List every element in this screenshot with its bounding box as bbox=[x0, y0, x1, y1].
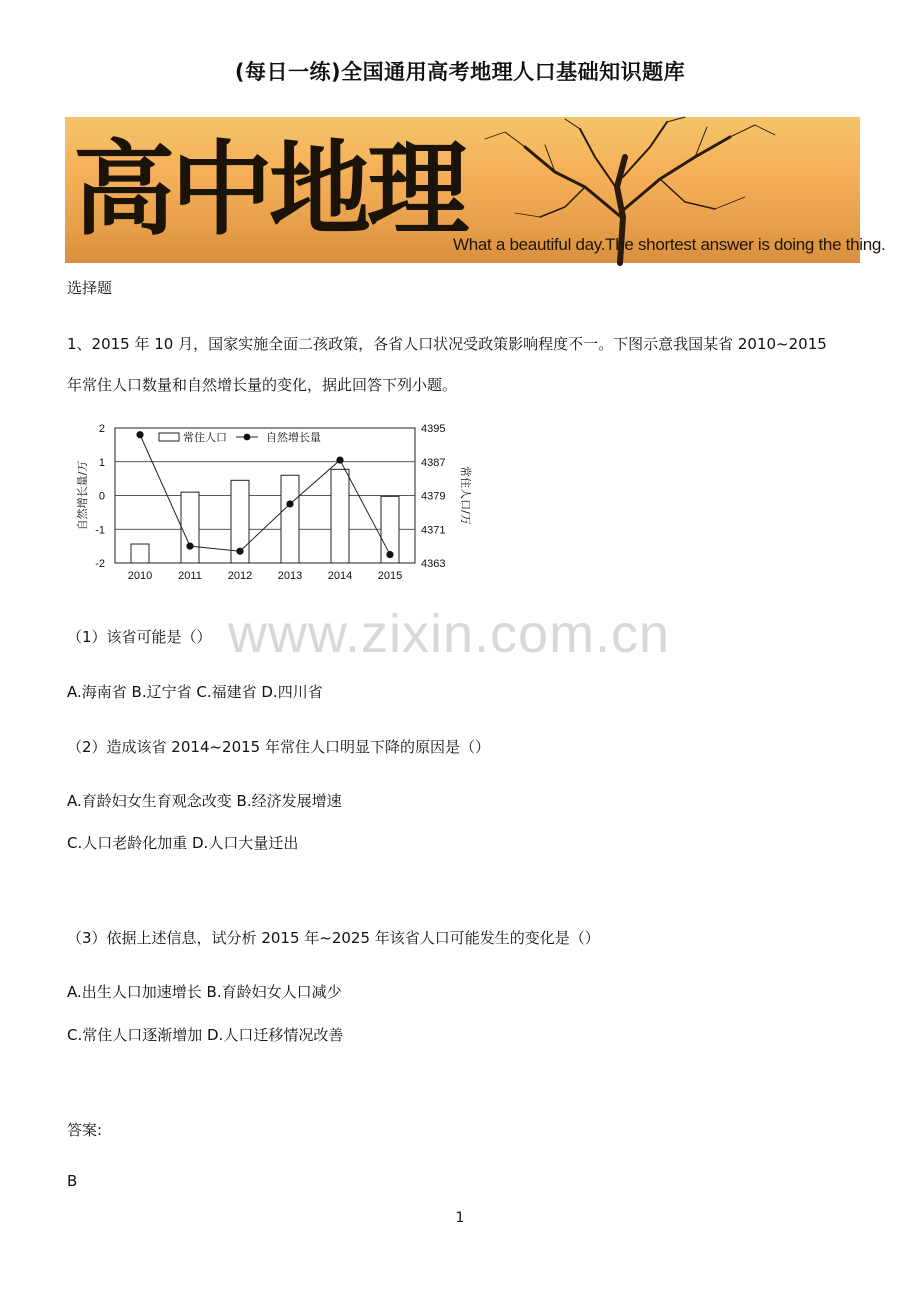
right-tick-label: 4379 bbox=[421, 490, 446, 503]
point-2012 bbox=[236, 548, 243, 555]
x-tick-label: 2015 bbox=[377, 570, 403, 582]
bar-2013 bbox=[281, 475, 299, 563]
x-tick-label: 2012 bbox=[227, 570, 253, 582]
point-2015 bbox=[386, 551, 393, 558]
left-tick-label: 0 bbox=[98, 490, 105, 503]
legend-swatch-point bbox=[244, 434, 251, 441]
right-tick-label: 4395 bbox=[421, 423, 446, 435]
answer-value: B bbox=[67, 1172, 78, 1190]
sub-question-3: （3）依据上述信息，试分析 2015 年~2025 年该省人口可能发生的变化是（） bbox=[67, 929, 600, 947]
x-tick-label: 2014 bbox=[327, 570, 353, 582]
bar-2014 bbox=[331, 469, 349, 563]
section-heading: 选择题 bbox=[67, 279, 113, 297]
left-tick-label: -1 bbox=[95, 524, 105, 537]
sub-question-2: （2）造成该省 2014~2015 年常住人口明显下降的原因是（） bbox=[67, 738, 490, 756]
point-2011 bbox=[186, 543, 193, 550]
legend-label-bar: 常住人口 bbox=[183, 431, 227, 444]
right-tick-label: 4387 bbox=[421, 456, 446, 469]
left-tick-label: -2 bbox=[95, 558, 105, 570]
legend-label-line: 自然增长量 bbox=[266, 431, 321, 444]
answer-label: 答案: bbox=[67, 1121, 103, 1139]
x-tick-label: 2013 bbox=[277, 570, 303, 582]
banner-image bbox=[65, 117, 886, 263]
y-axis-left-title: 自然增长量/万 bbox=[76, 460, 89, 531]
point-2013 bbox=[286, 500, 293, 507]
left-tick-label: 1 bbox=[98, 456, 105, 469]
y-axis-right-title: 常住人口/万 bbox=[459, 466, 472, 525]
x-tick-label: 2011 bbox=[178, 570, 202, 582]
question-intro-line2: 年常住人口数量和自然增长量的变化，据此回答下列小题。 bbox=[67, 376, 458, 394]
sub-question-2-options-line2: C.人口老龄化加重 D.人口大量迁出 bbox=[67, 834, 299, 852]
population-chart bbox=[70, 415, 470, 590]
sub-question-1: （1）该省可能是（） bbox=[67, 628, 212, 646]
legend-swatch-bar bbox=[159, 433, 179, 441]
right-tick-label: 4371 bbox=[421, 524, 446, 537]
banner-caption: What a beautiful day.The shortest answer is doing the thing. bbox=[453, 235, 886, 254]
question-intro-line1: 1、2015 年 10 月，国家实施全面二孩政策，各省人口状况受政策影响程度不一。下图示意我国某省 2010~2015 bbox=[67, 335, 827, 353]
page-title: (每日一练)全国通用高考地理人口基础知识题库 bbox=[234, 60, 686, 84]
point-2010 bbox=[136, 431, 143, 438]
bar-2010 bbox=[131, 544, 149, 563]
right-tick-label: 4363 bbox=[421, 558, 446, 570]
x-tick-label: 2010 bbox=[127, 570, 153, 582]
banner-title: 高中地理 bbox=[73, 130, 465, 250]
bar-2011 bbox=[181, 492, 199, 563]
sub-question-2-options-line1: A.育龄妇女生育观念改变 B.经济发展增速 bbox=[67, 792, 342, 810]
page-number: 1 bbox=[455, 1210, 465, 1226]
series-line-natural-increase bbox=[140, 435, 390, 555]
sub-question-1-options: A.海南省 B.辽宁省 C.福建省 D.四川省 bbox=[67, 683, 323, 701]
watermark: www.zixin.com.cn bbox=[228, 604, 671, 664]
left-tick-label: 2 bbox=[98, 423, 105, 435]
sub-question-3-options-line2: C.常住人口逐渐增加 D.人口迁移情况改善 bbox=[67, 1026, 344, 1044]
point-2014 bbox=[336, 456, 343, 463]
sub-question-3-options-line1: A.出生人口加速增长 B.育龄妇女人口减少 bbox=[67, 983, 342, 1001]
